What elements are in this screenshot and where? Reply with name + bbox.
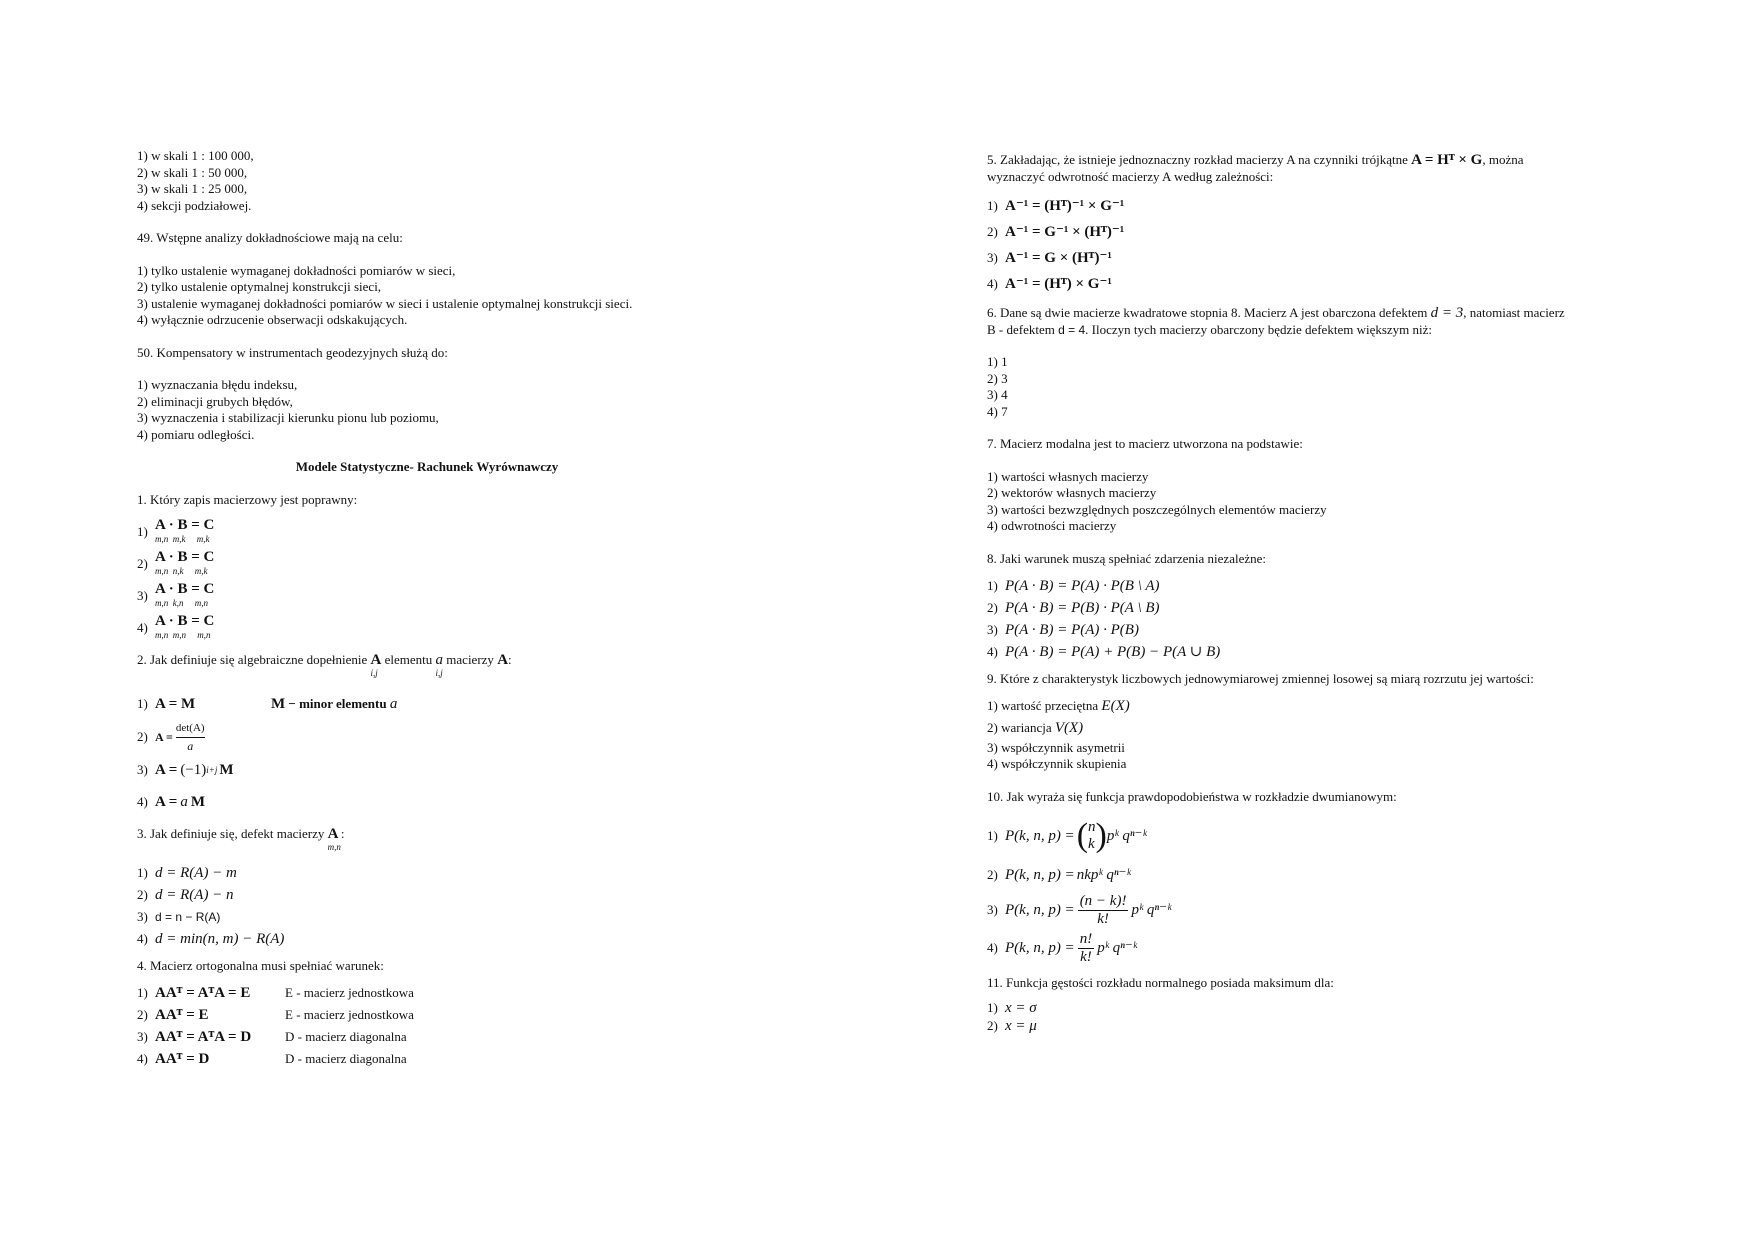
s8-option-2: 2) P(A · B) = P(B) · P(A \ B) xyxy=(987,599,1160,616)
s5-line1: 5. Zakładając, że istnieje jednoznaczny rozkład macierzy A na czynniki trójkątne A = Hᵀ × G , można xyxy=(987,152,1524,168)
s5-option-2: 2) A⁻¹ = G⁻¹ × (Hᵀ)⁻¹ xyxy=(987,223,1125,240)
s11-option-1: 1) x = σ xyxy=(987,1000,1037,1017)
s5-option-4: 4) A⁻¹ = (Hᵀ) × G⁻¹ xyxy=(987,275,1112,292)
s4-options xyxy=(137,983,837,1071)
s6-line2: B - defektem d = 4 . Iloczyn tych macierzy obarczony będzie defektem większym niż: xyxy=(987,321,1433,337)
q48-option-1: 1) w skali 1 : 100 000, xyxy=(137,148,254,163)
q48-option-4: 4) sekcji podziałowej. xyxy=(137,197,252,213)
s10-question: 10. Jak wyraża się funkcja prawdopodobieństwa w rozkładzie dwumianowym: xyxy=(987,788,1397,804)
q48-option-3: 3) w skali 1 : 25 000, xyxy=(137,181,248,196)
s5-option-1: 1) A⁻¹ = (Hᵀ)⁻¹ × G⁻¹ xyxy=(987,197,1125,214)
s8-question: 8. Jaki warunek muszą spełniać zdarzenia niezależne: xyxy=(987,550,1266,566)
s7-option-3: 3) wartości bezwzględnych poszczególnych elementów macierzy xyxy=(987,501,1327,517)
s2-question: 2. Jak definiuje się algebraiczne dopełnienie A i,j elementu a i,j macierzy A : xyxy=(137,652,512,678)
s2-minor-note: M − minor elementu a xyxy=(271,695,398,712)
s4-option-1: 1) AAᵀ = AᵀA = E E - macierz jednostkowa xyxy=(137,985,414,1002)
s5-option-3: 3) A⁻¹ = G × (Hᵀ)⁻¹ xyxy=(987,249,1112,266)
q49-option-2: 2) tylko ustalenie optymalnej konstrukcji sieci, xyxy=(137,279,382,294)
s7-option-2: 2) wektorów własnych macierzy xyxy=(987,485,1157,500)
q49-option-1: 1) tylko ustalenie wymaganej dokładności pomiarów w sieci, xyxy=(137,262,456,278)
q50-option-3: 3) wyznaczenia i stabilizacji kierunku pionu lub poziomu, xyxy=(137,410,439,425)
s2-option-2: 2) A = det(A) a xyxy=(137,722,205,753)
s1-option-3: 3) A · B = C m,n k,n m,n xyxy=(137,581,215,608)
s11-option-2: 2) x = μ xyxy=(987,1018,1037,1035)
q48-options xyxy=(137,148,837,214)
s7-option-1: 1) wartości własnych macierzy xyxy=(987,468,1149,484)
s2-options xyxy=(137,688,837,818)
s3-question: 3. Jak definiuje się, defekt macierzy A m,n : xyxy=(137,826,345,852)
s10-options xyxy=(987,813,1627,967)
s3-option-1: 1) d = R(A) − m xyxy=(137,864,237,881)
s8-option-1: 1) P(A · B) = P(A) · P(B \ A) xyxy=(987,577,1160,594)
s10-option-1: 1) P(k, n, p) = ( n k ) pᵏ qⁿ⁻ᵏ xyxy=(987,817,1147,854)
q50-option-1: 1) wyznaczania błędu indeksu, xyxy=(137,377,298,392)
s2-option-1: 1) A = M M − minor elementu a xyxy=(137,695,398,712)
q49-option-4: 4) wyłącznie odrzucenie obserwacji odskakujących. xyxy=(137,312,408,327)
s7-option-4: 4) odwrotności macierzy xyxy=(987,518,1117,533)
section-title: Modele Statystyczne- Rachunek Wyrównawczy xyxy=(295,459,559,474)
s6-option-4: 4) 7 xyxy=(987,403,1008,419)
left-column xyxy=(137,148,837,1071)
s10-option-4: 4) P(k, n, p) = $\frac{n!}{k!}$ pᵏ qⁿ⁻ᵏ xyxy=(987,930,1138,965)
s2-option-3: 3) A = (−1) i+j M xyxy=(137,761,234,778)
s4-option-3: 3) AAᵀ = AᵀA = D D - macierz diagonalna xyxy=(137,1029,407,1046)
q49-option-3: 3) ustalenie wymaganej dokładności pomiarów w sieci i ustalenie optymalnej konstrukcji sieci. xyxy=(137,295,633,311)
s5-options xyxy=(987,193,1627,297)
s5-line2: wyznaczyć odwrotność macierzy A według zależności: xyxy=(987,168,1274,184)
s4-option-4: 4) AAᵀ = D D - macierz diagonalna xyxy=(137,1051,407,1068)
s9-option-1: 1) wartość przeciętna E(X) xyxy=(987,698,1130,715)
right-column xyxy=(987,152,1627,1036)
q50-option-2: 2) eliminacji grubych błędów, xyxy=(137,393,293,409)
s1-options xyxy=(137,516,837,644)
q50-question: 50. Kompensatory w instrumentach geodezyjnych służą do: xyxy=(137,344,448,360)
s9-option-4: 4) współczynnik skupienia xyxy=(987,756,1127,771)
s6-option-3: 3) 4 xyxy=(987,387,1008,402)
q48-option-2: 2) w skali 1 : 50 000, xyxy=(137,164,248,180)
s1-option-2: 2) A · B = C m,n n,k m,k xyxy=(137,549,215,576)
s1-option-1: 1) A · B = C m,n m,k m,k xyxy=(137,517,215,544)
s3-option-3: 3) d = n − R(A) xyxy=(137,908,221,924)
q50-option-4: 4) pomiaru odległości. xyxy=(137,426,255,442)
s10-option-3: 3) P(k, n, p) = $\frac{(n - k)!}{k!}$ pᵏ qⁿ⁻ᵏ xyxy=(987,892,1172,927)
q49-question: 49. Wstępne analizy dokładnościowe mają na celu: xyxy=(137,230,403,245)
s3-option-4: 4) d = min(n, m) − R(A) xyxy=(137,930,285,947)
s6-option-1: 1) 1 xyxy=(987,354,1008,369)
s9-option-2: 2) wariancja V(X) xyxy=(987,720,1084,737)
s9-option-3: 3) współczynnik asymetrii xyxy=(987,739,1125,755)
s3-option-2: 2) d = R(A) − n xyxy=(137,886,234,903)
s6-option-2: 2) 3 xyxy=(987,370,1008,386)
s9-options xyxy=(987,696,1627,773)
s1-option-4: 4) A · B = C m,n m,n m,n xyxy=(137,613,215,640)
s10-option-2: 2) P(k, n, p) = nkpᵏ qⁿ⁻ᵏ xyxy=(987,866,1131,883)
s6-line1: 6. Dane są dwie macierze kwadratowe stopnia 8. Macierz A jest obarczona defektem d = 3 , natomiast macierz xyxy=(987,305,1565,321)
s3-options xyxy=(137,862,837,950)
s8-option-4: 4) P(A · B) = P(A) + P(B) − P(A ∪ B) xyxy=(987,643,1221,660)
s8-options xyxy=(987,575,1627,663)
s4-option-2: 2) AAᵀ = E E - macierz jednostkowa xyxy=(137,1007,414,1024)
s8-option-3: 3) P(A · B) = P(A) · P(B) xyxy=(987,621,1139,638)
s1-question: 1. Który zapis macierzowy jest poprawny: xyxy=(137,491,358,507)
s2-option-4: 4) A = a M xyxy=(137,793,205,810)
s7-question: 7. Macierz modalna jest to macierz utworzona na podstawie: xyxy=(987,436,1303,451)
s9-question: 9. Które z charakterystyk liczbowych jednowymiarowej zmiennej losowej są miarą rozrzutu jej wartości: xyxy=(987,671,1534,686)
s4-question: 4. Macierz ortogonalna musi spełniać warunek: xyxy=(137,958,384,973)
s11-question: 11. Funkcja gęstości rozkładu normalnego posiada maksimum dla: xyxy=(987,975,1334,990)
